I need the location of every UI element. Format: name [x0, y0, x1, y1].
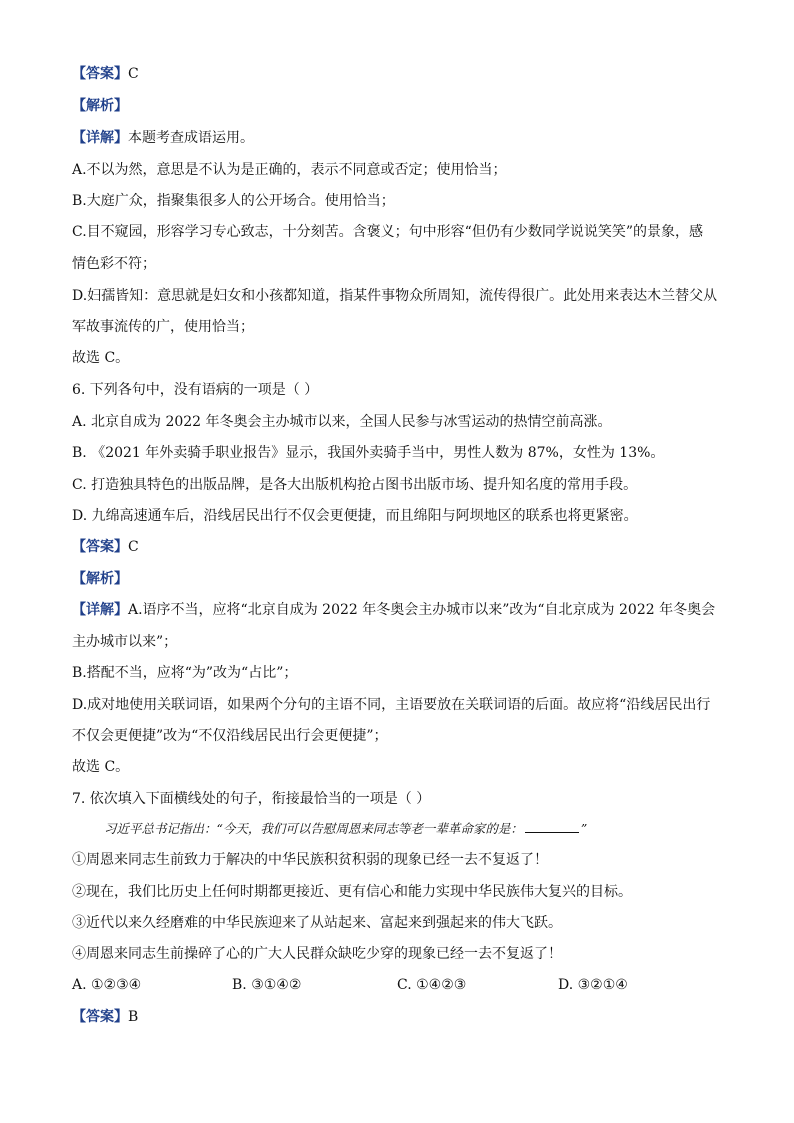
question-7-item: ②现在，我们比历史上任何时期都更接近、更有信心和能力实现中华民族伟大复兴的目标。 [72, 884, 632, 900]
q6-explain-line: D.成对地使用关联词语，如果两个分句的主语不同，主语要放在关联词语的后面。故应将“沿线居民出行 [72, 697, 711, 713]
detail-line-2 [72, 600, 732, 620]
question-6-stem: 6. 下列各句中，没有语病的一项是（ ） [72, 382, 319, 398]
question-6-option: C. 打造独具特色的出版品牌，是各大出版机构抢占图书出版市场、提升知名度的常用手段。 [72, 477, 638, 493]
answer-value: B [128, 1009, 139, 1025]
answer-line-3 [72, 1007, 732, 1027]
q5-explain-line: 军故事流传的广，使用恰当； [72, 319, 254, 335]
answer-line-1 [72, 64, 732, 84]
question-7-item: ③近代以来久经磨难的中华民族迎来了从站起来、富起来到强起来的伟大飞跃。 [72, 915, 562, 931]
detail-line-1 [72, 128, 732, 148]
question-6-option: B. 《2021 年外卖骑手职业报告》显示，我国外卖骑手当中，男性人数为 87%，女性为 13%。 [72, 445, 665, 461]
q5-explain-line: B.大庭广众，指聚集很多人的公开场合。使用恰当； [72, 193, 395, 209]
answer-label: 【答案】 [72, 66, 128, 82]
question-6-option: D. 九绵高速通车后，沿线居民出行不仅会更便捷，而且绵阳与阿坝地区的联系也将更紧密。 [72, 508, 638, 524]
question-7-option-c: C. ①④②③ [397, 977, 467, 993]
question-7-item: ①周恩来同志生前致力于解决的中华民族积贫积弱的现象已经一去不复返了！ [72, 852, 548, 868]
analysis-label-1: 【解析】 [72, 98, 128, 114]
question-7-stem: 7. 依次填入下面横线处的句子，衔接最恰当的一项是（ ） [72, 791, 431, 807]
detail-text: A.语序不当，应将“北京自成为 2022 年冬奥会主办城市以来”改为“自北京成为 2022 年冬奥会 [128, 602, 716, 618]
question-7-item: ④周恩来同志生前操碎了心的广大人民群众缺吃少穿的现象已经一去不复返了！ [72, 946, 562, 962]
question-7-option-a: A. ①②③④ [72, 977, 142, 993]
q6-explain-line: B.搭配不当，应将“为”改为“占比”； [72, 665, 298, 681]
q6-explain-line: 主办城市以来”； [72, 634, 178, 650]
answer-label: 【答案】 [72, 539, 128, 555]
answer-line-2 [72, 537, 732, 557]
question-7-option-d: D. ③②①④ [558, 977, 628, 993]
q5-conclusion: 故选 C。 [72, 350, 130, 366]
analysis-label-2: 【解析】 [72, 571, 128, 587]
detail-label: 【详解】 [72, 602, 128, 618]
answer-value: C [128, 66, 139, 82]
q6-conclusion: 故选 C。 [72, 759, 130, 775]
q5-explain-line: D.妇孺皆知：意思就是妇女和小孩都知道，指某件事物众所周知，流传得很广。此处用来表达木兰替父从 [72, 288, 718, 304]
q5-explain-line: C.目不窥园，形容学习专心致志，十分刻苦。含褒义；句中形容“但仍有少数同学说说笑笑”的景象，感 [72, 224, 703, 240]
detail-label: 【详解】 [72, 130, 128, 146]
answer-label: 【答案】 [72, 1009, 128, 1025]
question-6-option: A. 北京自成为 2022 年冬奥会主办城市以来，全国人民参与冰雪运动的热情空前高涨。 [72, 414, 612, 430]
q5-explain-line: 情色彩不符； [72, 256, 156, 272]
question-7-option-b: B. ③①④② [232, 977, 302, 993]
q5-explain-line: A.不以为然，意思是不认为是正确的，表示不同意或否定；使用恰当； [72, 162, 507, 178]
fill-blank [525, 820, 579, 833]
detail-text: 本题考查成语运用。 [128, 130, 254, 146]
answer-value: C [128, 539, 139, 555]
q6-explain-line: 不仅会更便捷”改为“不仅沿线居民出行会更便捷”； [72, 728, 388, 744]
question-7-quote: 习近平总书记指出：“今天，我们可以告慰周恩来同志等老一辈革命家的是： ” [104, 821, 588, 836]
